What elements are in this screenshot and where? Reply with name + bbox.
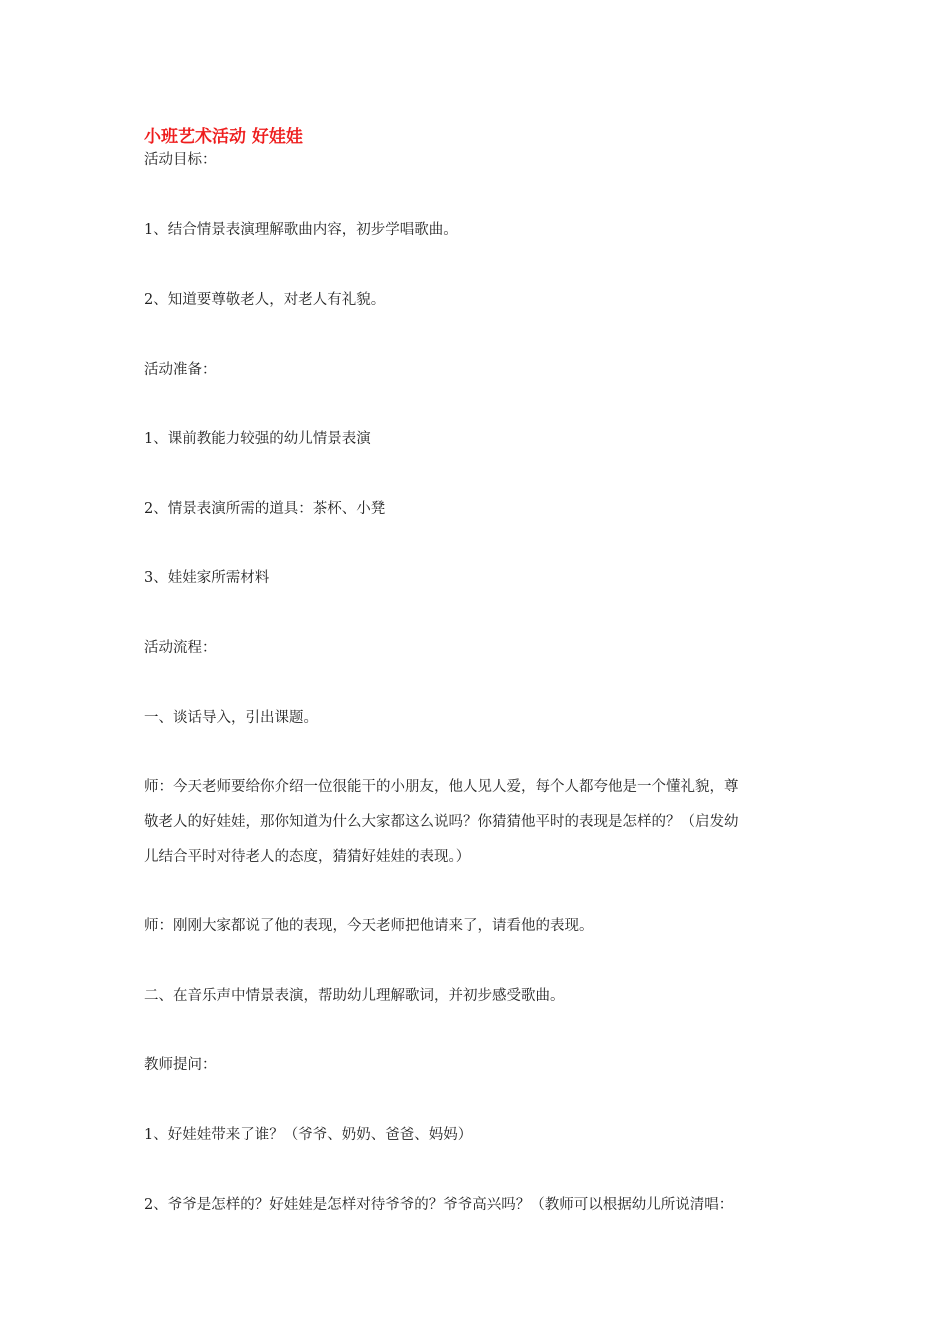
flow-heading: 活动流程：	[144, 640, 217, 656]
prep-3: 3、娃娃家所需材料	[144, 570, 270, 586]
step-2: 二、在音乐声中情景表演，帮助幼儿理解歌词，并初步感受歌曲。	[144, 988, 565, 1004]
teacher-paragraph-1-line-2: 敬老人的好娃娃，那你知道为什么大家都这么说吗？你猜猜他平时的表现是怎样的？（启发幼	[144, 814, 739, 830]
questions-heading: 教师提问：	[144, 1057, 217, 1073]
teacher-paragraph-2: 师：刚刚大家都说了他的表现，今天老师把他请来了，请看他的表现。	[144, 918, 594, 934]
document-title: 小班艺术活动 好娃娃	[144, 127, 303, 147]
question-1: 1、好娃娃带来了谁？（爷爷、奶奶、爸爸、妈妈）	[144, 1127, 473, 1143]
teacher-paragraph-1-line-3: 儿结合平时对待老人的态度，猜猜好娃娃的表现。）	[144, 849, 471, 865]
goal-2: 2、知道要尊敬老人，对老人有礼貌。	[144, 292, 386, 308]
prep-2: 2、情景表演所需的道具：茶杯、小凳	[144, 501, 386, 517]
document-page	[144, 124, 808, 1213]
prep-1: 1、课前教能力较强的幼儿情景表演	[144, 431, 371, 447]
question-2: 2、爷爷是怎样的？好娃娃是怎样对待爷爷的？爷爷高兴吗？（教师可以根据幼儿所说清唱：	[144, 1197, 734, 1213]
goals-heading: 活动目标：	[144, 152, 217, 168]
prep-heading: 活动准备：	[144, 362, 217, 378]
step-1: 一、谈话导入，引出课题。	[144, 710, 318, 726]
teacher-paragraph-1-line-1: 师：今天老师要给你介绍一位很能干的小朋友，他人见人爱，每个人都夸他是一个懂礼貌，尊	[144, 779, 739, 795]
goal-1: 1、结合情景表演理解歌曲内容，初步学唱歌曲。	[144, 222, 458, 238]
